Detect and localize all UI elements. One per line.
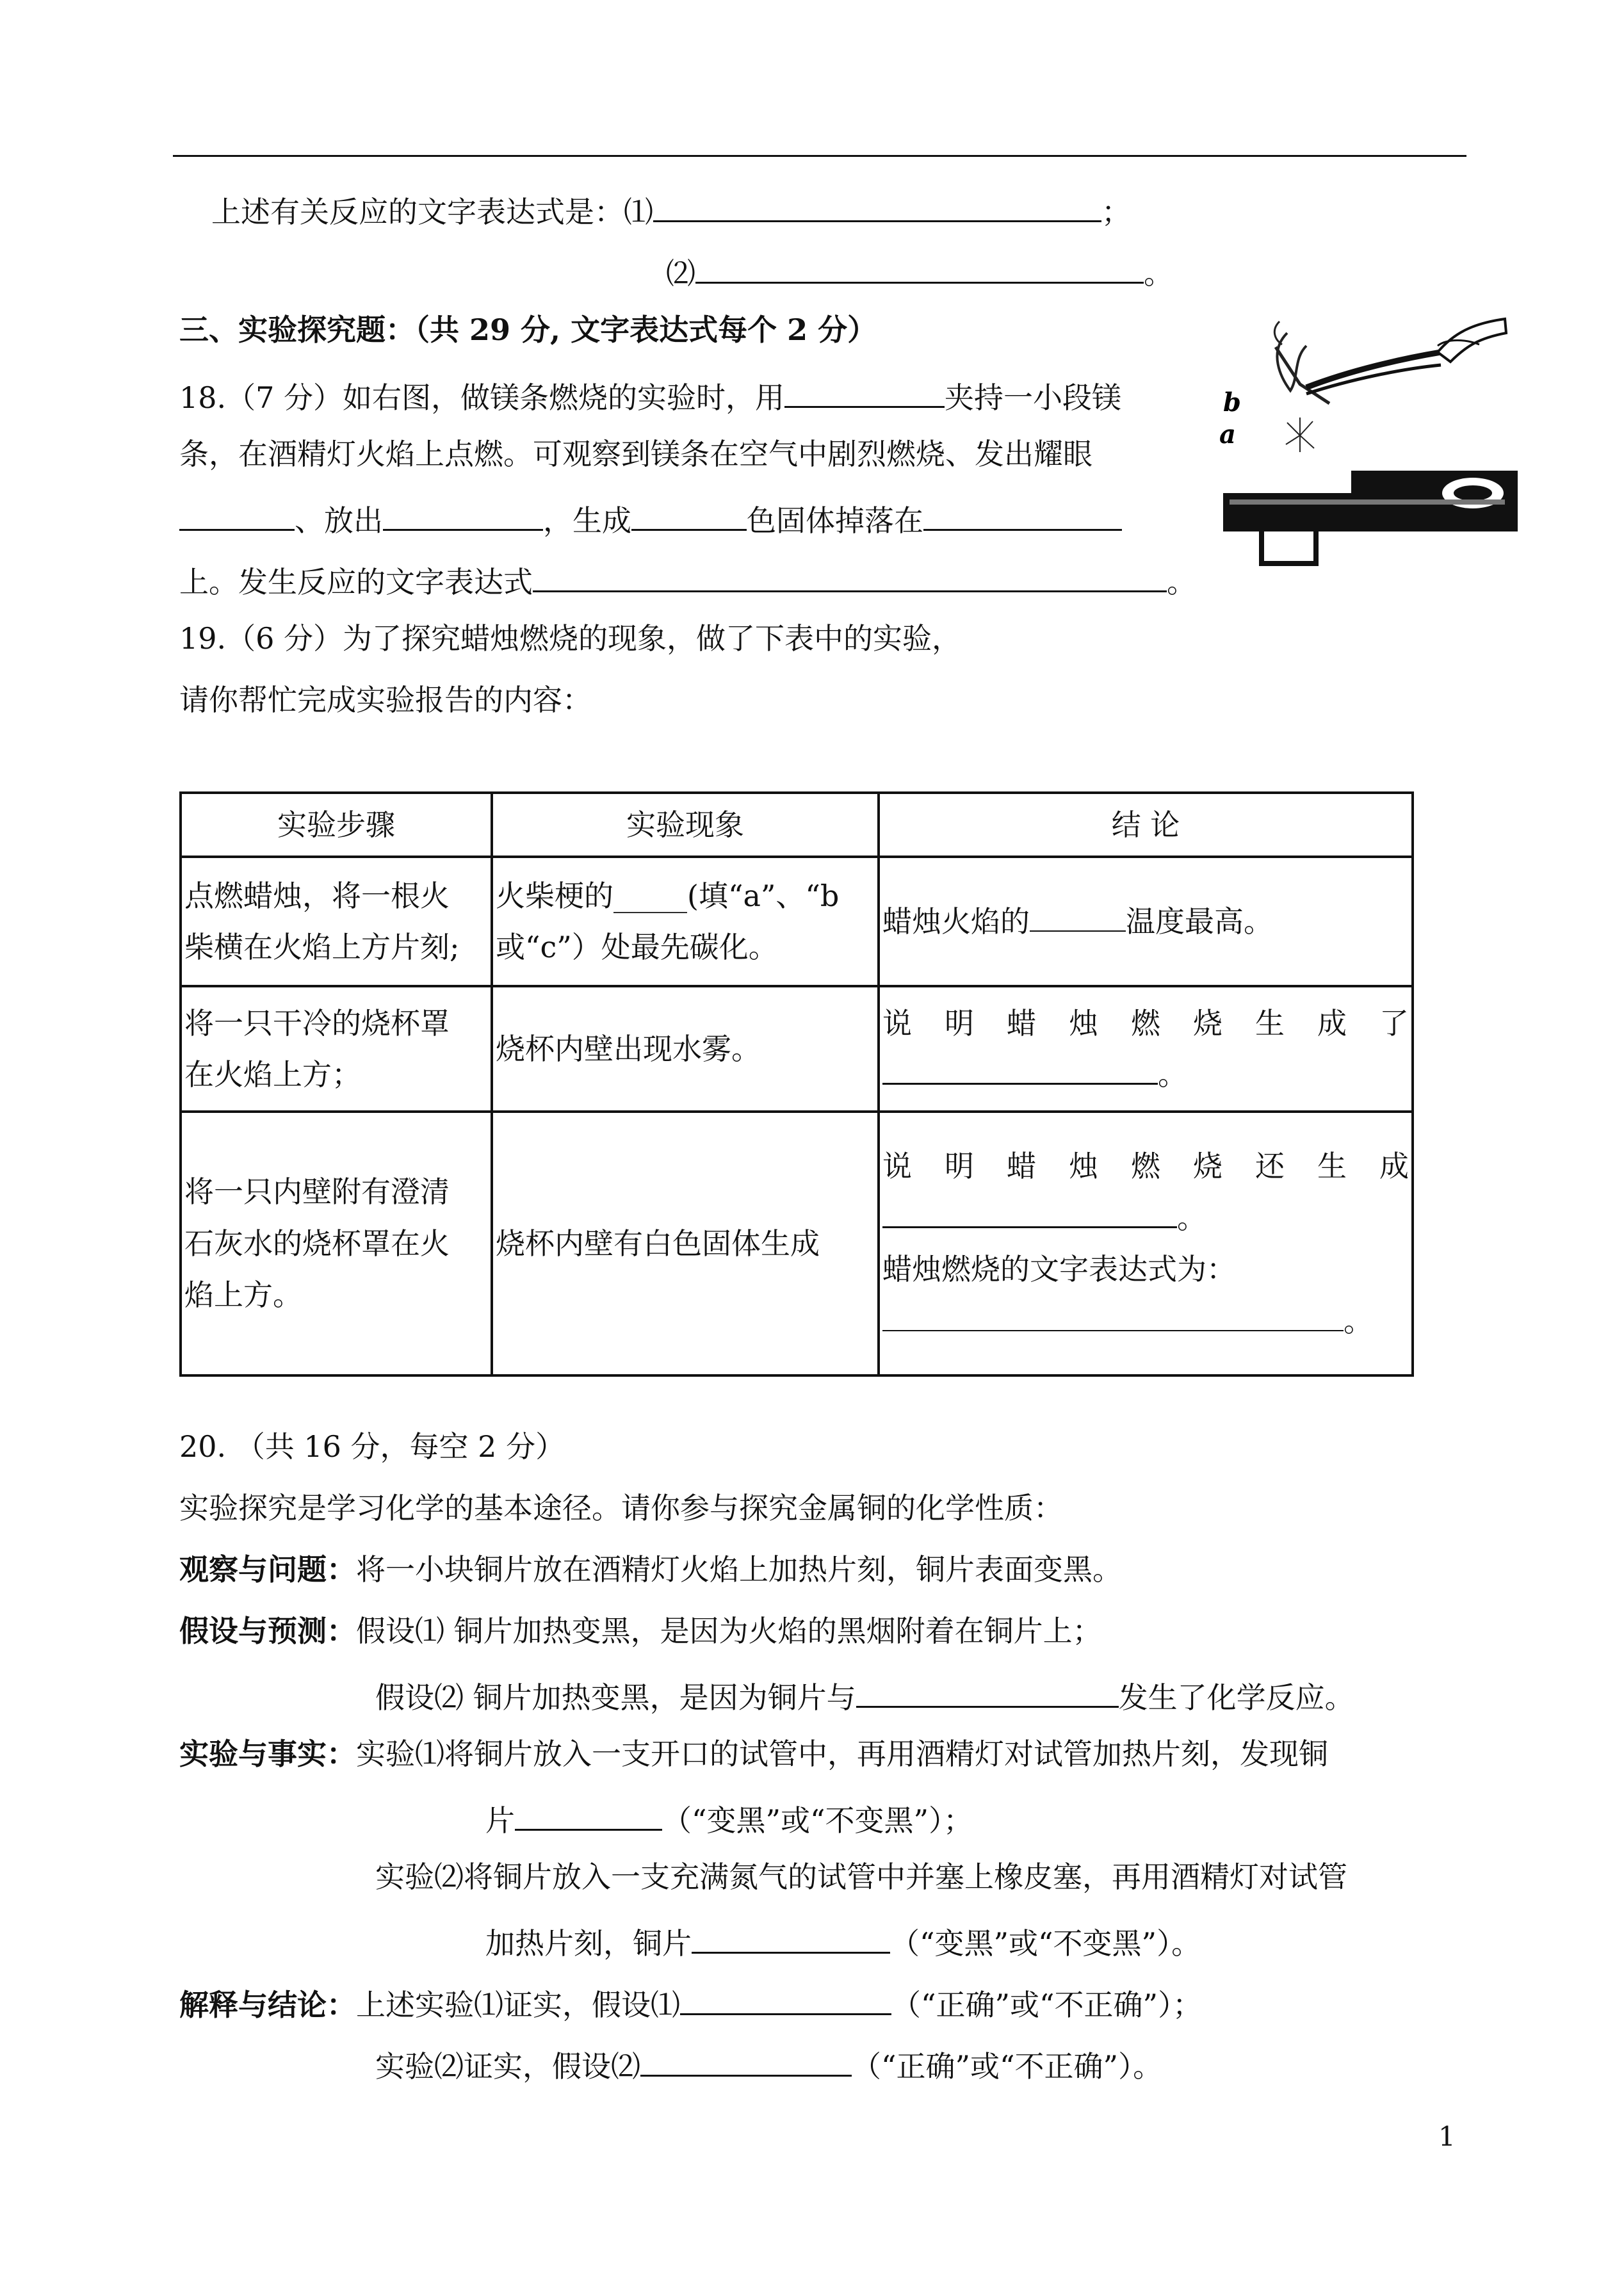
q18-line-1: 18.（7 分）如右图，做镁条燃烧的实验时，用 夹持一小段镁 — [179, 378, 1121, 412]
q18-line-3: 、放出 ，生成 色固体掉落在 — [179, 501, 1122, 535]
experiment-report-table — [179, 791, 1414, 1377]
q20-intro: 实验探究是学习化学的基本途径。请你参与探究金属铜的化学性质： — [179, 1491, 1063, 1525]
q20-hypothesis-1: 假设与预测：假设⑴ 铜片加热变黑，是因为火焰的黑烟附着在铜片上； — [179, 1614, 1102, 1648]
q20-experiment-2-blank-line: 加热片刻，铜片 （“变黑”或“不变黑”）。 — [485, 1924, 1201, 1958]
section-heading: 三、实验探究题：（共 29 分, 文字表达式每个 2 分） — [179, 312, 877, 347]
q20-experiment-2: 实验⑵将铜片放入一支充满氮气的试管中并塞上橡皮塞，再用酒精灯对试管 — [375, 1860, 1347, 1894]
answer-blank[interactable] — [631, 501, 747, 531]
answer-blank[interactable] — [923, 501, 1122, 531]
page-number: 1 — [1438, 2121, 1456, 2152]
q20-experiment-1: 实验与事实：实验⑴将铜片放入一支开口的试管中，再用酒精灯对试管加热片刻，发现铜 — [179, 1737, 1328, 1771]
answer-blank[interactable] — [882, 1055, 1158, 1085]
q20-experiment-1-blank-line: 片 （“变黑”或“不变黑”）； — [485, 1801, 973, 1835]
q19-line-1: 19.（6 分）为了探究蜡烛燃烧的现象，做了下表中的实验， — [179, 621, 962, 656]
figure-label-a: a — [1219, 419, 1236, 450]
observation-cell: 烧杯内壁有白色固体生成 — [492, 1112, 879, 1375]
conclusion-cell: 蜡烛火焰的 温度最高。 — [879, 857, 1413, 986]
answer-blank[interactable] — [1030, 902, 1126, 932]
table-row — [181, 986, 1413, 1112]
conclusion-cell: 说 明 蜡 烛 燃 烧 生 成 了 。 — [879, 986, 1413, 1112]
column-header-observations: 实验现象 — [492, 793, 879, 857]
table-row — [181, 1112, 1413, 1375]
q20-conclusion-1: 解释与结论：上述实验⑴证实，假设⑴ （“正确”或“不正确”）； — [179, 1985, 1202, 2020]
header-rule — [173, 155, 1466, 157]
q18-line-4: 上。发生反应的文字表达式 。 — [179, 562, 1196, 597]
conclusion-cell: 说 明 蜡 烛 燃 烧 还 生 成 。 蜡烛燃烧的文字表达式为： 。 — [879, 1112, 1413, 1375]
table-header-row — [181, 793, 1413, 857]
answer-blank[interactable] — [653, 192, 1101, 222]
answer-blank[interactable] — [856, 1678, 1119, 1708]
magnesium-burning-figure — [1210, 307, 1518, 576]
column-header-conclusion: 结 论 — [879, 793, 1413, 857]
observation-cell: 烧杯内壁出现水雾。 — [492, 986, 879, 1112]
q18-line-2: 条，在酒精灯火焰上点燃。可观察到镁条在空气中剧烈燃烧、发出耀眼 — [179, 437, 1092, 471]
q20-title: 20. （共 16 分，每空 2 分） — [179, 1429, 565, 1464]
answer-blank[interactable] — [533, 562, 1167, 592]
answer-blank[interactable] — [383, 501, 543, 531]
answer-blank[interactable] — [784, 378, 945, 408]
figure-label-b: b — [1223, 387, 1241, 418]
answer-blank[interactable] — [692, 1924, 890, 1954]
answer-blank[interactable] — [640, 2047, 852, 2077]
answer-blank[interactable] — [680, 1985, 891, 2015]
column-header-steps: 实验步骤 — [181, 793, 492, 857]
answer-blank[interactable] — [179, 501, 295, 531]
observation-cell: 火柴梗的_____(填“a”、“b 或“c”）处最先碳化。 — [492, 857, 879, 986]
q20-observation: 观察与问题：将一小块铜片放在酒精灯火焰上加热片刻，铜片表面变黑。 — [179, 1552, 1122, 1587]
step-cell: 点燃蜡烛，将一根火 柴横在火焰上方片刻; — [181, 857, 492, 986]
q20-conclusion-2: 实验⑵证实，假设⑵ （“正确”或“不正确”）。 — [375, 2047, 1162, 2081]
q19-line-2: 请你帮忙完成实验报告的内容： — [179, 683, 592, 717]
step-cell: 将一只干冷的烧杯罩 在火焰上方； — [181, 986, 492, 1112]
q20-hypothesis-2: 假设⑵ 铜片加热变黑，是因为铜片与 发生了化学反应。 — [375, 1678, 1354, 1712]
reaction-expression-line-1: 上述有关反应的文字表达式是：⑴ ； — [211, 192, 1131, 227]
answer-blank[interactable] — [695, 254, 1144, 284]
step-cell: 将一只内壁附有澄清 石灰水的烧杯罩在火 焰上方。 — [181, 1112, 492, 1375]
answer-blank[interactable] — [882, 1302, 1344, 1331]
answer-blank[interactable] — [515, 1801, 662, 1831]
answer-blank[interactable] — [882, 1198, 1177, 1228]
reaction-expression-line-2: ⑵ 。 — [666, 254, 1173, 288]
table-row — [181, 857, 1413, 986]
